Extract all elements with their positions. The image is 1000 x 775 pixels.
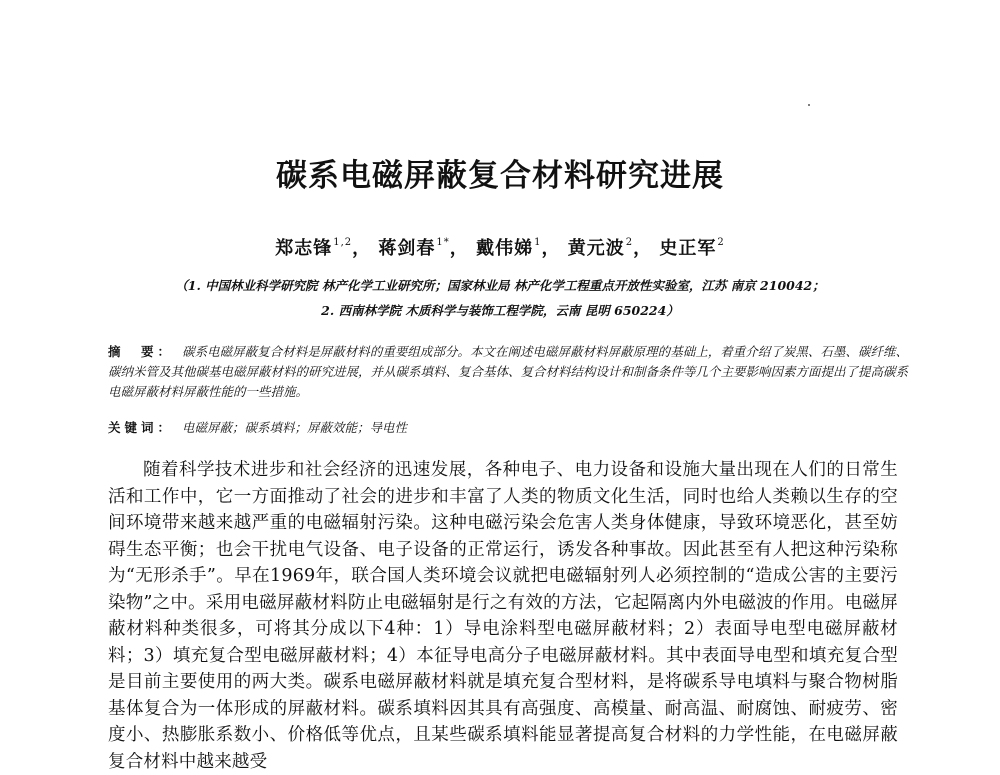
affiliation-line-2: 2. 西南林学院 木质科学与装饰工程学院，云南 昆明 650224） <box>321 303 679 318</box>
author-list <box>0 234 1000 260</box>
author-affiliation-mark: 1 <box>534 237 542 248</box>
author-separator: ， <box>541 238 561 259</box>
abstract <box>108 342 908 402</box>
keywords-label: 关键词： <box>108 420 175 435</box>
author-name: 史正军 <box>659 238 717 259</box>
body-paragraph: 随着科学技术进步和社会经济的迅速发展，各种电子、电力设备和设施大量出现在人们的日常生活和工作中，它一方面推动了社会的进步和丰富了人类的物质文化生活，同时也给人类赖以生存的空间环境带来越来越严重的电磁辐射污染。这种电磁污染会危害人类身体健康，导致环境恶化，甚至妨碍生态平衡；也会干扰电气设备、电子设备的正常运行，诱发各种事故。因此甚至有人把这种污染称为“无形杀手”。早在1969年，联合国人类环境会议就把电磁辐射列人必须控制的“造成公害的主要污染物”之中。采用电磁屏蔽材料防止电磁辐射是行之有效的方法，它起隔离内外电磁波的作用。电磁屏蔽材料种类很多，可将其分成以下4种：1）导电涂料型电磁屏蔽材料；2）表面导电型电磁屏蔽材料；3）填充复合型电磁屏蔽材料；4）本征导电高分子电磁屏蔽材料。其中表面导电型和填充复合型是目前主要使用的两大类。碳系电磁屏蔽材料就是填充复合型材料，是将碳系导电填料与聚合物树脂基体复合为一体形成的屏蔽材料。碳系填料因其具有高强度、高模量、耐高温、耐腐蚀、耐疲劳、密度小、热膨胀系数小、价格低等优点，且某些碳系填料能显著提高复合材料的力学性能，在电磁屏蔽复合材料中越来越受 <box>108 460 898 772</box>
paper-title: 碳系电磁屏蔽复合材料研究进展 <box>276 158 724 194</box>
affiliation-line-1: （1. 中国林业科学研究院 林产化学工业研究所；国家林业局 林产化学工程重点开放性实验室，江苏 南京 210042； <box>175 278 825 293</box>
speck-mark <box>808 104 810 106</box>
author-separator: ， <box>352 238 372 259</box>
author-affiliation-mark: 2 <box>625 237 634 248</box>
abstract-label: 摘 要： <box>108 344 175 359</box>
keywords <box>108 418 908 436</box>
abstract-text: 碳系电磁屏蔽复合材料是屏蔽材料的重要组成部分。本文在阐述电磁屏蔽材料屏蔽原理的基础上，着重介绍了炭黑、石墨、碳纤维、碳纳米管及其他碳基电磁屏蔽材料的研究进展，并从碳系填料、复合基体、复合材料结构设计和制备条件等几个主要影响因素方面提出了提高碳系电磁屏蔽材料屏蔽性能的一些措施。 <box>108 344 909 399</box>
keywords-text: 电磁屏蔽；碳系填料；屏蔽效能；导电性 <box>182 420 408 435</box>
author-affiliation-mark: 2 <box>717 237 725 248</box>
author-name: 郑志锋 <box>275 238 333 259</box>
author-affiliation-mark: 1,2 <box>333 237 353 248</box>
author-name: 黄元波 <box>567 238 625 259</box>
author-name: 戴伟娣 <box>476 238 534 259</box>
author-separator: ， <box>449 238 469 259</box>
author-name: 蒋剑春 <box>378 238 436 259</box>
author-separator: ， <box>633 238 653 259</box>
author-affiliation-mark: 1* <box>436 237 450 248</box>
